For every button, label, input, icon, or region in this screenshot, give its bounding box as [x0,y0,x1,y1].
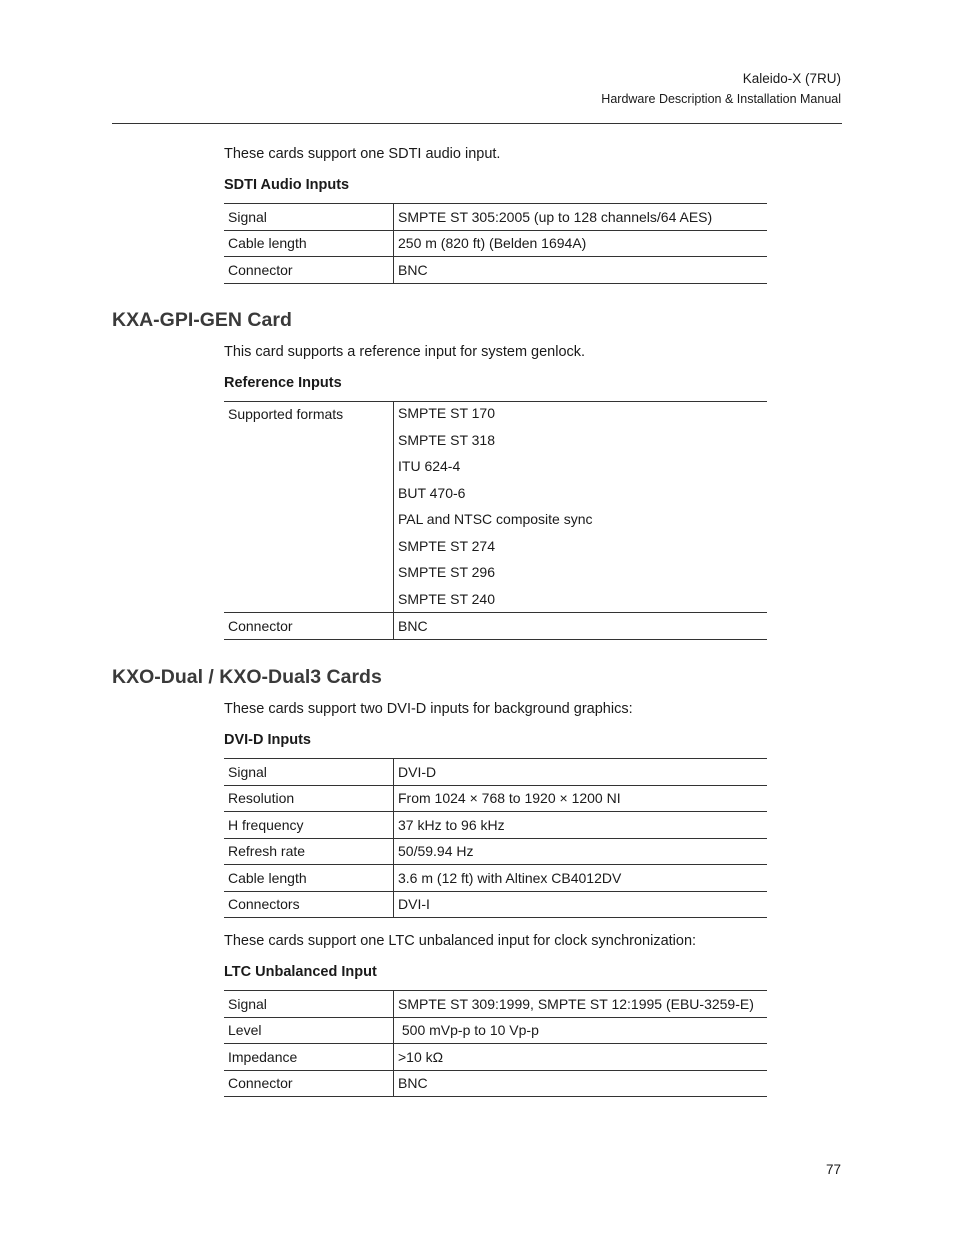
table-row [224,759,767,786]
formats-list [398,400,763,612]
row-key: Signal [224,991,394,1018]
table-row [224,1017,767,1044]
table-row [224,257,767,284]
list-item: BUT 470-6 [398,484,466,501]
list-item: PAL and NTSC composite sync [398,511,593,527]
row-value: DVI-D [394,759,768,786]
list-item: SMPTE ST 274 [398,537,496,554]
row-value: SMPTE ST 305:2005 (up to 128 channels/64 AES) [394,204,768,231]
table-row [224,838,767,865]
list-item: SMPTE ST 318 [398,431,496,448]
dual-intro: These cards support two DVI-D inputs for background graphics: [224,701,633,717]
table-row [224,865,767,892]
dvi-inputs-table [224,758,767,918]
row-value: 250 m (820 ft) (Belden 1694A) [394,230,768,257]
reference-inputs-table [224,401,767,640]
row-value: 500 mVp-p to 10 Vp-p [394,1017,768,1044]
sdti-table-title: SDTI Audio Inputs [224,177,350,193]
row-key: Connector [224,257,394,284]
row-value: 3.6 m (12 ft) with Altinex CB4012DV [394,865,768,892]
row-key: Signal [224,759,394,786]
row-key: Connector [224,1070,394,1097]
table-row [224,1044,767,1071]
row-value: >10 kΩ [394,1044,768,1071]
row-key: Cable length [224,865,394,892]
ltc-table-title: LTC Unbalanced Input [224,964,377,980]
table-row [224,891,767,918]
header-title: Kaleido-X (7RU) [742,71,841,86]
row-key: Resolution [224,785,394,812]
gpi-table-title: Reference Inputs [224,375,342,391]
ltc-intro: These cards support one LTC unbalanced input for clock synchronization: [224,933,697,949]
page-number: 77 [825,1162,841,1177]
row-value: 50/59.94 Hz [394,838,768,865]
row-key: Level [224,1017,394,1044]
row-value: DVI-I [394,891,768,918]
list-item: SMPTE ST 240 [398,590,496,607]
section-heading-dual: KXO-Dual / KXO-Dual3 Cards [112,666,382,688]
list-item: SMPTE ST 170 [398,405,496,421]
list-item: ITU 624-4 [398,458,461,474]
sdti-intro: These cards support one SDTI audio input. [224,146,501,162]
table-row [224,1070,767,1097]
sdti-table [224,203,767,284]
row-value: BNC [394,257,768,284]
header-subtitle: Hardware Description & Installation Manual [601,92,841,106]
ltc-table [224,990,767,1097]
table-row [224,785,767,812]
table-row [224,613,767,640]
table-row [224,204,767,231]
row-key: H frequency [224,812,394,839]
row-key: Impedance [224,1044,394,1071]
row-value: 37 kHz to 96 kHz [394,812,768,839]
row-key: Connector [224,613,394,640]
table-row [224,402,767,613]
section-heading-gpi: KXA-GPI-GEN Card [112,309,292,331]
row-key: Cable length [224,230,394,257]
row-key: Supported formats [228,406,344,422]
row-key: Connectors [224,891,394,918]
row-key: Signal [224,204,394,231]
header-rule [112,123,842,124]
table-row [224,991,767,1018]
row-key: Refresh rate [224,838,394,865]
table-row [224,812,767,839]
row-value: From 1024 × 768 to 1920 × 1200 NI [394,785,768,812]
list-item: SMPTE ST 296 [398,564,496,580]
table-row [224,230,767,257]
row-value: SMPTE ST 309:1999, SMPTE ST 12:1995 (EBU-3259-E) [394,991,768,1018]
row-value: BNC [394,1070,768,1097]
dvi-table-title: DVI-D Inputs [224,732,311,748]
gpi-intro: This card supports a reference input for system genlock. [224,344,586,360]
row-value: BNC [394,613,768,640]
